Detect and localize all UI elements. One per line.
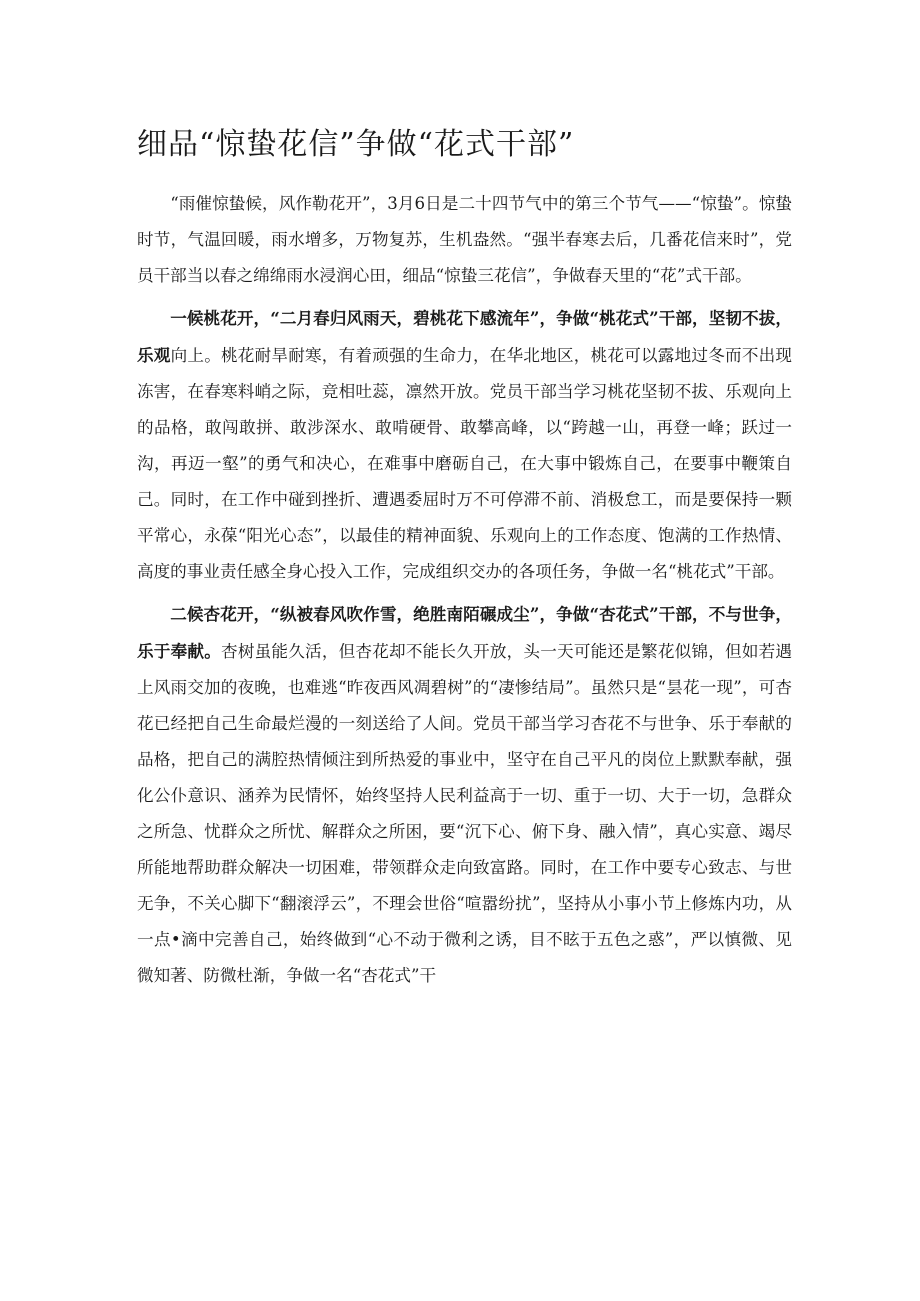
paragraph-apricot-blossom-lead: 二候杏花开，“纵被春风吹作雪，绝胜南陌碾成尘”，争做“杏花式”干部，不与世争，乐于奉献。	[137, 604, 792, 661]
paragraph-intro	[137, 186, 792, 294]
paragraph-intro-text: “雨催惊蛰候，风作勒花开”，3月6日是二十四节气中的第三个节气——“惊蛰”。惊蛰时节，气温回暖，雨水增多，万物复苏，生机盎然。“强半春寒去后，几番花信来时”，党员干部当以春之绵绵雨水浸润心田，细品“惊蛰三花信”，争做春天里的“花”式干部。	[137, 194, 792, 285]
paragraph-peach-blossom-lead: 一候桃花开，“二月春归风雨天，碧桃花下感流年”，争做“桃花式”干部，坚韧不拔，乐观	[137, 308, 792, 365]
paragraph-apricot-blossom	[137, 596, 792, 994]
paragraph-peach-blossom	[137, 300, 792, 590]
paragraph-apricot-blossom-text: 杏树虽能久活，但杏花却不能长久开放，头一天可能还是繁花似锦，但如若遇上风雨交加的夜晚，也难逃“昨夜西风凋碧树”的“凄惨结局”。虽然只是“昙花一现”，可杏花已经把自己生命最烂漫的一刻送给了人间。党员干部当学习杏花不与世争、乐于奉献的品格，把自己的满腔热情倾注到所热爱的事业中，坚守在自己平凡的岗位上默默奉献，强化公仆意识、涵养为民情怀，始终坚持人民利益高于一切、重于一切、大于一切，急群众之所急、忧群众之所忧、解群众之所困，要“沉下心、俯下身、融入情”，真心实意、竭尽所能地帮助群众解决一切困难，带领群众走向致富路。同时，在工作中要专心致志、与世无争，不关心脚下“翻滚浮云”，不理会世俗“喧嚣纷扰”，坚持从小事小节上修炼内功，从一点•滴中完善自己，始终做到“心不动于微利之诱，目不眩于五色之惑”，严以慎微、见微知著、防微杜渐，争做一名“杏花式”干	[137, 642, 793, 985]
document-body	[137, 186, 792, 1000]
document-title: 细品“惊蛰花信”争做“花式干部”	[137, 127, 575, 162]
paragraph-peach-blossom-text: 向上。桃花耐旱耐寒，有着顽强的生命力，在华北地区，桃花可以露地过冬而不出现冻害，在春寒料峭之际，竞相吐蕊，凛然开放。党员干部当学习桃花坚韧不拔、乐观向上的品格，敢闯敢拼、敢涉深水、敢啃硬骨、敢攀高峰，以“跨越一山，再登一峰；跃过一沟，再迈一壑”的勇气和决心，在难事中磨砺自己，在大事中锻炼自己，在要事中鞭策自己。同时，在工作中碰到挫折、遭遇委屈时万不可停滞不前、消极怠工，而是要保持一颗平常心，永葆“阳光心态”，以最佳的精神面貌、乐观向上的工作态度、饱满的工作热情、高度的事业责任感全身心投入工作，完成组织交办的各项任务，争做一名“桃花式”干部。	[137, 346, 793, 581]
